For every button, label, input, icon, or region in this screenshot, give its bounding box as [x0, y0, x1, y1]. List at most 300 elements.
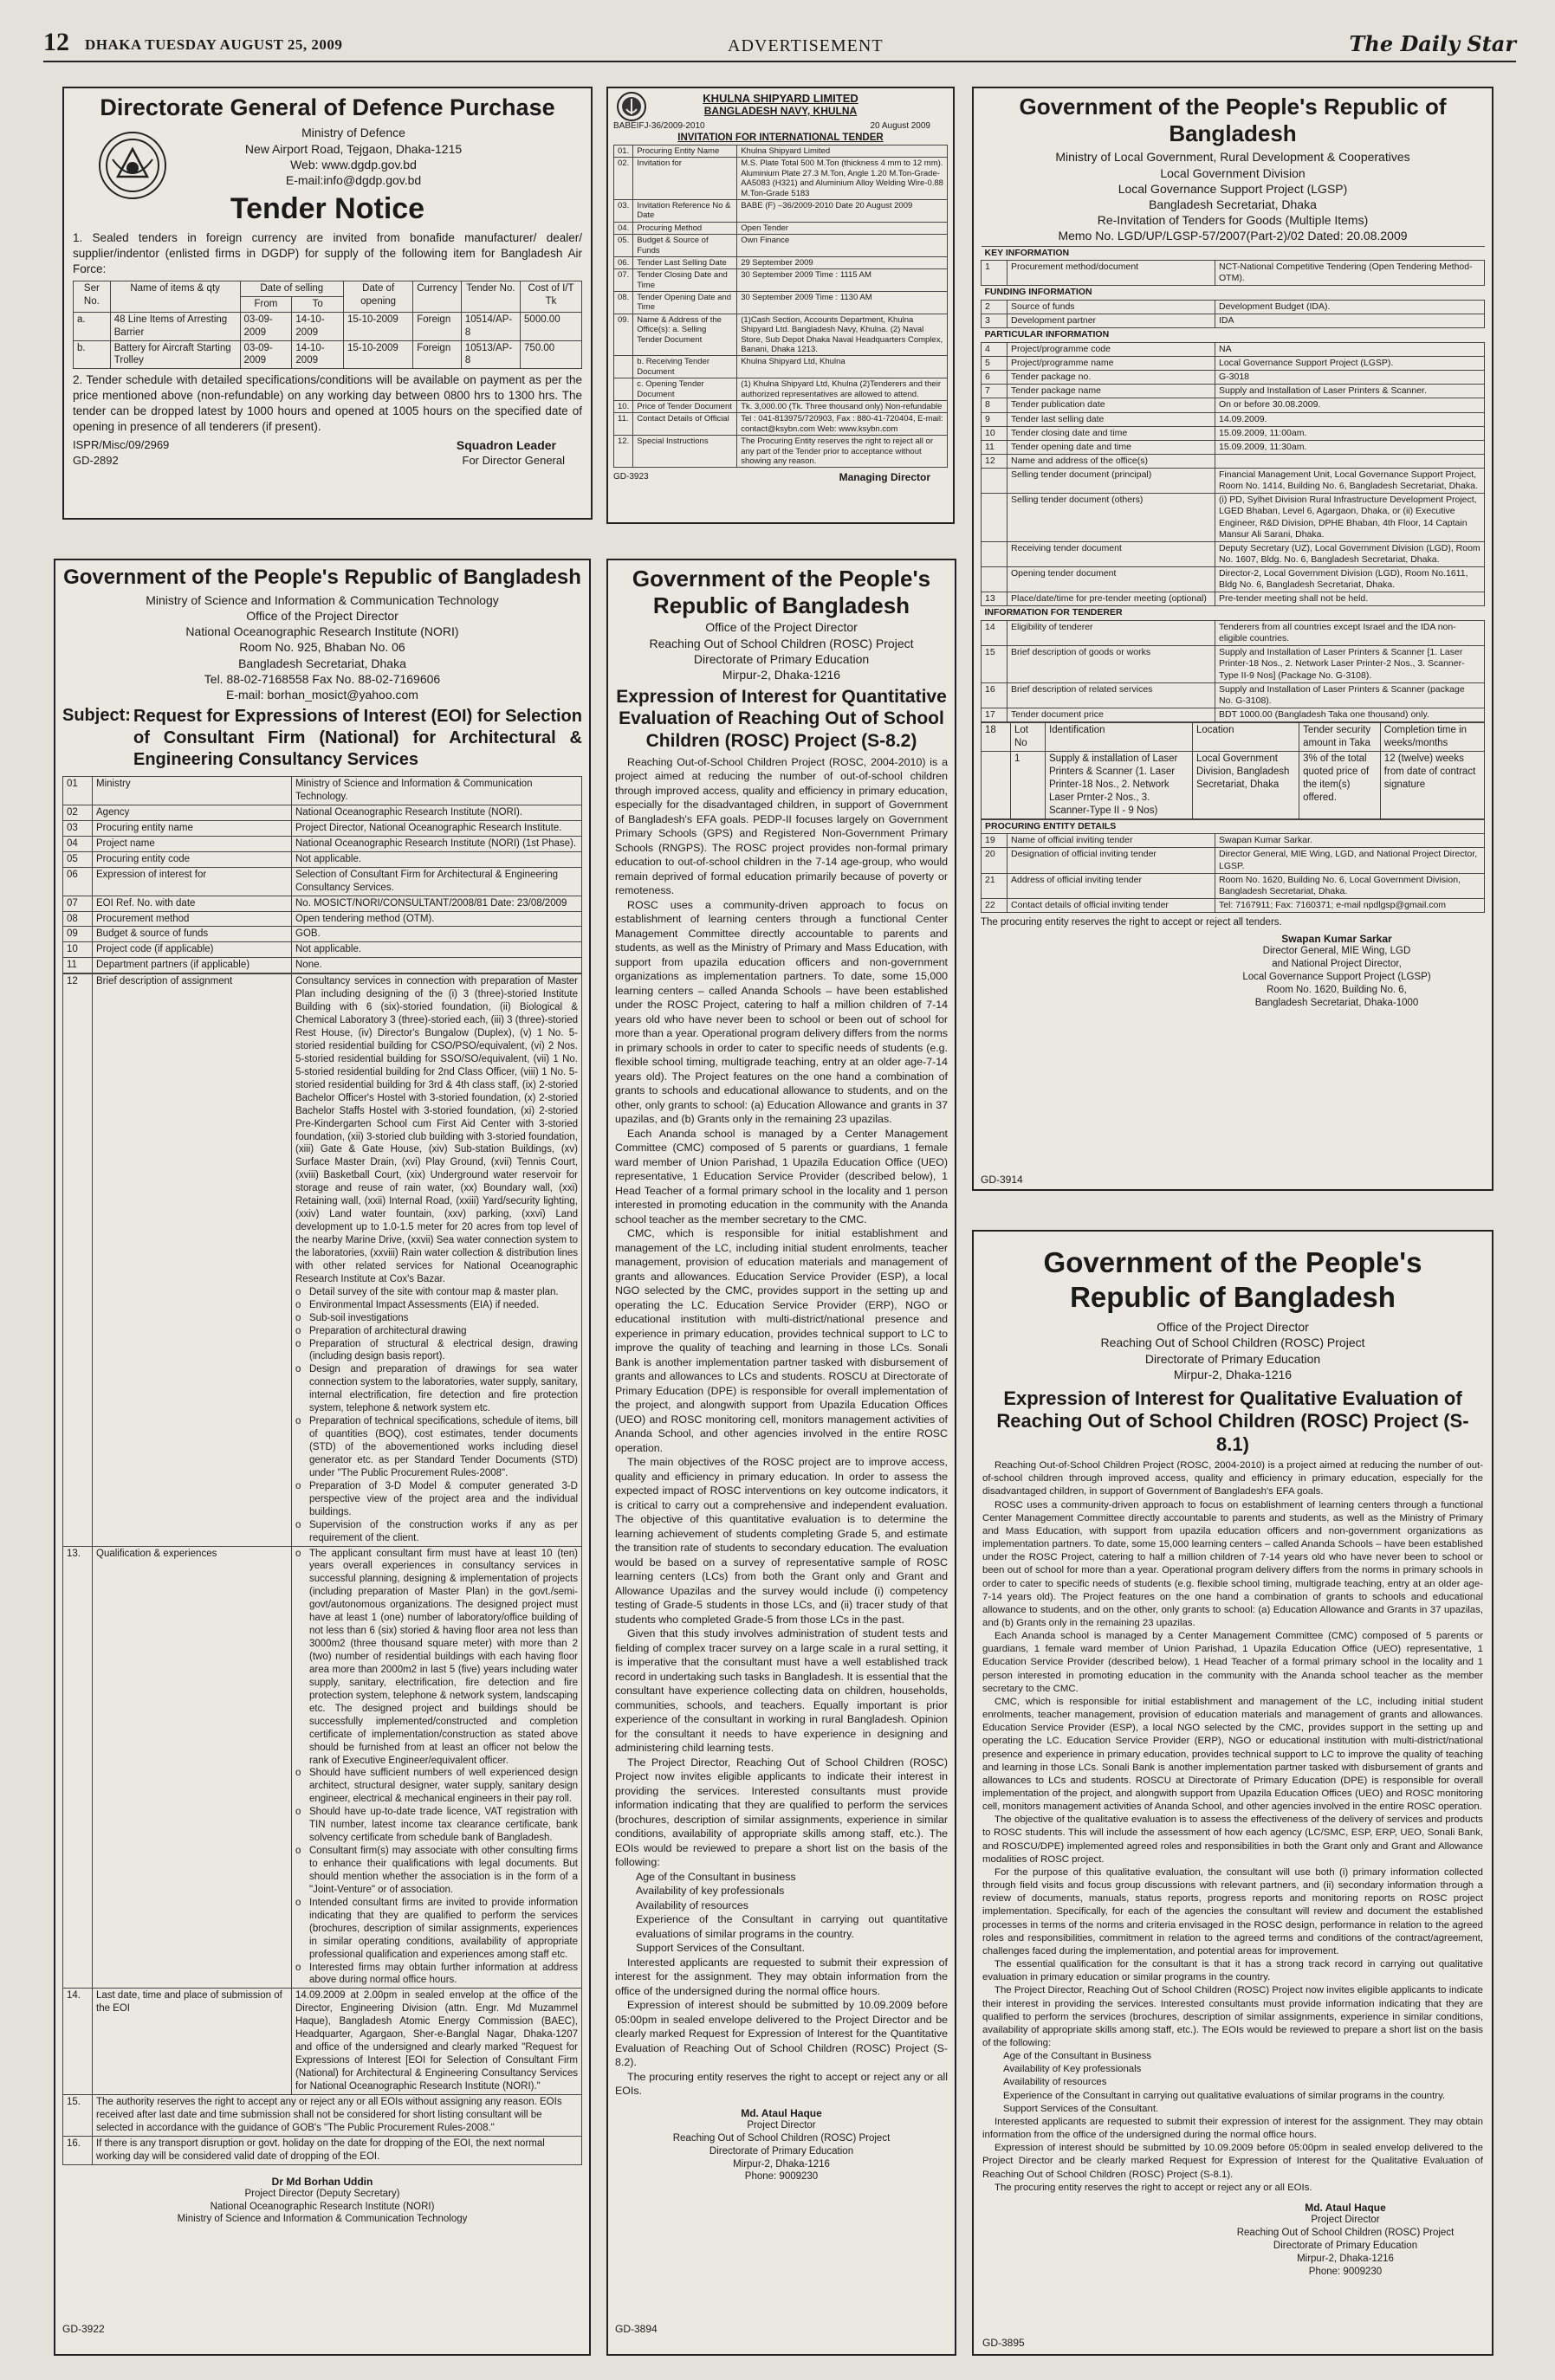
bullet-marker: o	[295, 1338, 301, 1349]
ad-code: GD-3894	[615, 2323, 658, 2335]
table-cell: Selling tender document (others)	[1008, 494, 1215, 542]
table-cell	[982, 469, 1008, 494]
table-cell: 05	[63, 851, 93, 867]
defence-emblem-icon	[99, 132, 166, 199]
table-cell: 02	[63, 805, 93, 820]
table-cell: 01.	[614, 146, 633, 158]
bullet-text: Detail survey of the site with contour map & master plan.	[309, 1286, 559, 1297]
bullet-item	[295, 1338, 578, 1364]
table-cell: None.	[292, 958, 582, 973]
table-cell: 11	[982, 440, 1008, 454]
table-cell: Eligibility of tenderer	[1008, 621, 1215, 646]
table-row: 14. Last date, time and place of submission of the EOI 14.09.2009 at 2.00pm in sealed envelop at the office of the Director, Engineering Division (attn. Engr. Md Muzammel Haque), Bangladesh Atomic Energy Commission (BAEC), Headquarter, Agargaon, Sher-e-Banglal Nagar, Dhaka-1207 and office of the undersigned and clearly marked "Request for Expressions of Interest [EOI for Selection of Consultant Firm (National) for Architectural & Engineering Consultancy Services for National Oceanographic Research Institute (NORI)."	[63, 1989, 582, 2095]
table-cell: 750.00	[521, 340, 582, 369]
table-cell: Local Governance Support Project (LGSP).	[1215, 357, 1485, 371]
table-cell: Supply and Installation of Laser Printers & Scanner [1. Laser Printer-18 Nos., 2. Network Laser Printer-2 Nos., 3. Scanner-Type II-9 Nos] (Package No. G-3108).	[1215, 646, 1485, 682]
table-row	[982, 469, 1485, 494]
section-heading: PARTICULAR INFORMATION	[982, 328, 1485, 343]
paragraph-1: 1. Sealed tenders in foreign currency are invited from bonafide manufacturer/ dealer/ supplier/indentor (enlisted firms in DGDP) for supply of the following item for Bangladesh Air Force:	[73, 230, 582, 275]
ad-lgsp-tender	[972, 87, 1493, 1191]
table-row	[614, 158, 948, 200]
table-row	[982, 646, 1485, 682]
col-header: Currency	[413, 281, 462, 312]
body-paragraph: Interested applicants are requested to submit their expression of interest for the assignment. They may obtain information from the office of the undersigned during the normal office hours.	[615, 1956, 948, 1997]
table-cell: 6	[982, 371, 1008, 385]
table-cell: Selling tender document (principal)	[1008, 469, 1215, 494]
table-cell: Special Instructions	[633, 436, 737, 468]
email-link[interactable]: E-mail:info@dgdp.gov.bd	[285, 172, 422, 187]
header-line: Office of the Project Director	[1157, 1320, 1309, 1335]
table-row	[982, 848, 1485, 873]
table-cell: Khulna Shipyard Ltd, Khulna	[737, 356, 948, 378]
bullet-text: Preparation of structural & electrical design, drawing (including design basis report).	[309, 1338, 578, 1362]
bullet-item	[295, 1299, 578, 1312]
table-cell: 3	[982, 314, 1008, 328]
table-cell: 22	[982, 898, 1008, 912]
table-cell: 15.09.2009, 11:00am.	[1215, 426, 1485, 440]
table-cell	[1215, 454, 1485, 468]
table-cell: EOI Ref. No. with date	[93, 896, 292, 911]
table-cell: Address of official inviting tender	[1008, 873, 1215, 898]
signer-line: Mirpur-2, Dhaka-1216	[1297, 2253, 1394, 2264]
table-cell: National Oceanographic Research Institute (NORI) (1st Phase).	[292, 836, 582, 851]
signer-line: Director General, MIE Wing, LGD	[1262, 945, 1411, 956]
table-row	[982, 751, 1485, 818]
table-cell: Tender Last Selling Date	[633, 256, 737, 268]
table-cell: 06.	[614, 256, 633, 268]
header-line: Re-Invitation of Tenders for Goods (Multiple Items)	[1097, 213, 1369, 228]
table-row: 12 Brief description of assignment Consultancy services in connection with preparation of Master Plan including designing of the (i) 3 (three)-storied Institute Building with 6 (six)-storied foundation, (ii) Biological & Chemical Laboratory 3 (three)-storied each, (iii) 3 (three)-storied Rest House, (iv) Director's Bungalow (Duplex), (v) 1 No. 5-storied residential building for CSO/PSO/equivalent, (vi) 2 Nos. 5-storied residential building for SSO/SO/equivalent, (vii) 1 No. 5-storied residential building for 2nd Class Officer, (viii) 1 No. 5-storied residential building for 3rd & 4th class staff, (ix) 2-storied Bachelor Officer's Hostel with 3-storied foundation, (x) 2-storied Bachelor Staffs Hostel with 3-storied foundation, (xi) 2-storied Pre-Kindergarten School cum First Aid Center with 3-storied foundation, (xii) 3-storied club building with 3-storied foundation, (xiii) Gate & Gate House, (xiv) Sub-station Buildings, (xv) Surface Master Drain, (xvi) Play Ground, (xvii) Tennis Court, (xviii) Basketball Court, (xix) Underground water reservoir for storage and reuse of rain water, (xx) Boundary wall, (xxi) Retaining wall, (xxii) Internal Road, (xxiii) Yard/security lighting, (xxiv) Land water fountain, (xxv) parking, (xxvi) Land development up to 1.0-1.5 meter for 20 acres from top level of the nearby Marine Drive, (xxvii) Sea water connection system to the laboratories, (xxviii) Rain water collection & distribution lines with other related services for National Oceanographic Research Institute at Cox's Bazar. o Detail survey of the site with contour map & master plan. o Environmental Impact Assessments (EIA) if needed. o Sub-soil investigations o Preparation of architectural drawing o Preparation of structural & electrical design, drawing (including design basis report). o Design and preparation of drawings for sea water connection system to the laboratories, water supply, sanitary, internal electrification, fire detection and fire protection system, telephone & network system etc. o Preparation of technical specifications, schedule of items, bill of quantities (BOQ), cost estimates, tender documents (STD) of the abovementioned works including diesel generator etc. as per Standard Tender Documents (STD) under "The Public Procurement Rules-2008". o Preparation of 3-D Model & computer generated 3-D perspective view of the project area and the individual buildings. o Supervision of the construction works if any as per requirement of the client.	[63, 974, 582, 1546]
table-row	[982, 412, 1485, 426]
table-cell: 14	[982, 621, 1008, 646]
table-cell: Budget & Source of Funds	[633, 235, 737, 257]
eoi-table-detail	[62, 973, 582, 2164]
bullet-item	[295, 1415, 578, 1480]
web-link[interactable]: Web: www.dgdp.gov.bd	[290, 157, 417, 171]
bullet-item	[295, 1286, 578, 1299]
table-cell: 01	[63, 777, 93, 805]
table-cell: 15-10-2009	[344, 340, 413, 369]
table-row	[63, 867, 582, 896]
eoi-table	[62, 776, 582, 973]
table-cell	[982, 541, 1008, 566]
header-line: Bangladesh Secretariat, Dhaka	[1149, 197, 1317, 211]
bullet-text: Consultant firm(s) may associate with other consulting firms to enhance their qualifications with legal documents. But should mention whether the association is in the form of a "Joint-Venture" or of association.	[309, 1846, 578, 1895]
table-row	[982, 541, 1485, 566]
table-cell: Khulna Shipyard Limited	[737, 146, 948, 158]
table-cell: IDA	[1215, 314, 1485, 328]
table-cell: Tender opening date and time	[1008, 440, 1215, 454]
body-paragraph: The Project Director, Reaching Out of School Children (ROSC) Project now invites eligible applicants to indicate their interest in providing the services. Interested consultants must provide information indicating that they are qualified to perform the services (brochures, description of similar assignments, experience in similar conditions, availability of appropriate skills among staff, etc.). The EOIs would be reviewed to prepare a short list on the basis of the following:	[615, 1756, 948, 1869]
paragraph-2: 2. Tender schedule with detailed specifications/conditions will be available on payment as per the price mentioned above (non-refundable) on any working day between 0800 hrs to 1300 hrs. The tender can be dropped latest by 1000 hours and opened at 1005 hours on the specified date of opening in presence of all tenderers (if present).	[73, 373, 582, 434]
signer-name: Md. Ataul Haque	[1305, 2201, 1386, 2214]
table-row	[614, 292, 948, 314]
assignment-bullets	[295, 1286, 578, 1545]
table-row	[982, 426, 1485, 440]
body-paragraph: CMC, which is responsible for initial establishment and management of the LC, including initial student enrolments, teacher management, provision of education materials and management of grants and allowances. Education Service Provider (ESP), a local NGO selected by the CMC, provides support in the setting up and operating the LC. Education Service Provider (ERP), NGO or educational institution with multi-district/national presence and experience in primary education, provides technical support to LC to improve the quality of teaching and learning in those LCs. Sonali Bank is another implementation partner tasked with disbursement of grants and allowances to LCs and students. ROSCU at Directorate of Primary Education (DPE) is responsible for overall implementation of the project, and alongwith support from Upazila Education Offices (UEO) and ROSC monitoring cell, monitors management activities of Ananda School, and other agencies involved in the entire ROSC operation.	[615, 1227, 948, 1454]
table-cell: 15	[982, 646, 1008, 682]
ad-nori-eoi	[54, 559, 591, 2356]
header-line: Room No. 925, Bhaban No. 06	[239, 640, 405, 655]
table-row	[63, 851, 582, 867]
signer-line: Ministry of Science and Information & Communication Technology	[177, 2214, 468, 2225]
section-heading: FUNDING INFORMATION	[982, 286, 1485, 301]
navy-emblem-icon	[617, 92, 646, 121]
signer-line: Bangladesh Secretariat, Dhaka-1000	[1254, 997, 1419, 1008]
table-row	[982, 682, 1485, 708]
table-cell: Procuring entity name	[93, 820, 292, 836]
bullet-text: Preparation of 3-D Model & computer generated 3-D perspective view of the project area and the individual buildings.	[309, 1480, 578, 1517]
address-line: New Airport Road, Tejgaon, Dhaka-1215	[244, 141, 463, 156]
table-cell: Project name	[93, 836, 292, 851]
table-cell: Supply and Installation of Laser Printers & Scanner.	[1215, 385, 1485, 398]
subject-label: Subject:	[62, 706, 131, 726]
table-cell: 12 (twelve) weeks from date of contract signature	[1380, 751, 1484, 818]
bullet-item	[295, 1548, 578, 1768]
ad-code: GD-3923	[613, 472, 649, 482]
body-paragraph: The procuring entity reserves the right to accept or reject any or all EOIs.	[615, 2070, 948, 2098]
table-row	[63, 896, 582, 911]
table-cell: Open tendering method (OTM).	[292, 911, 582, 927]
bullet-marker: o	[295, 1519, 301, 1530]
table-cell: Tender Closing Date and Time	[633, 269, 737, 292]
bullet-marker: o	[295, 1768, 301, 1779]
col-header: To	[292, 296, 344, 312]
table-cell: 03	[63, 820, 93, 836]
section-heading: INFORMATION FOR TENDERER	[982, 606, 1485, 621]
table-cell: Development partner	[1008, 314, 1215, 328]
table-row	[614, 356, 948, 378]
col-header: From	[240, 296, 292, 312]
ad-title: Government of the People's Republic of Bangladesh	[632, 566, 931, 619]
table-cell: 08	[63, 911, 93, 927]
ministry-line: Ministry of Defence	[301, 126, 405, 140]
table-cell: 1	[982, 261, 1008, 286]
bullet-item	[295, 1363, 578, 1415]
table-row	[982, 454, 1485, 468]
table-cell: 21	[982, 873, 1008, 898]
table-cell: Project/programme name	[1008, 357, 1215, 371]
table-row	[63, 958, 582, 973]
signer-line: Phone: 9009230	[744, 2171, 819, 2183]
table-cell: Project Director, National Oceanographic Research Institute.	[292, 820, 582, 836]
criteria-item: Support Services of the Consultant.	[1003, 2103, 1159, 2114]
table-row	[982, 898, 1485, 912]
ad-rosc-qualitative	[972, 1230, 1493, 2356]
table-cell: Financial Management Unit, Local Governance Support Project, Room No. 1414, Building No. 6, Bangladesh Secretariat, Dhaka.	[1215, 469, 1485, 494]
invitation-heading: INVITATION FOR INTERNATIONAL TENDER	[677, 133, 884, 143]
signer-line: Directorate of Primary Education	[709, 2145, 854, 2157]
table-cell: 17	[982, 708, 1008, 721]
table-row	[614, 400, 948, 412]
table-cell: Name & Address of the Office(s): a. Selling Tender Document	[633, 314, 737, 356]
table-cell: Foreign	[413, 340, 462, 369]
table-cell: Procuring Method	[633, 222, 737, 234]
body-paragraph: Reaching Out-of-School Children Project (ROSC, 2004-2010) is a project aimed at reducing the number of out-of-school children through improved access, quality and efficiency in primary education, especially for the disadvantaged children, in support of Government of Bangladesh's EFA goals.	[982, 1460, 1483, 1497]
body-paragraph: The Project Director, Reaching Out of School Children (ROSC) Project now invites eligible applicants to indicate their interest in providing the services. Interested consultants must provide information indicating that they are qualified to perform the services (brochures, description of similar assignments, experience in similar conditions, availability of appropriate skills among staff, etc.). The EOIs would be reviewed to prepare a short list on the basis of the following:	[982, 1985, 1483, 2048]
table-cell: 18	[982, 723, 1011, 752]
bullet-text: Design and preparation of drawings for sea water connection system to the laboratories, water supply, sanitary, internal electrification, fire detection and fire protection system, telephone & network system etc.	[309, 1364, 578, 1414]
table-cell: Lot No	[1011, 723, 1046, 752]
table-cell	[982, 494, 1008, 542]
table-cell: Project code (if applicable)	[93, 942, 292, 958]
header-line: Reaching Out of School Children (ROSC) Project	[1100, 1336, 1365, 1350]
table-cell: NCT-National Competitive Tendering (Open Tendering Method-OTM).	[1215, 261, 1485, 286]
criteria-item: Age of the Consultant in Business	[1003, 2051, 1151, 2062]
section-heading: KEY INFORMATION	[982, 246, 1485, 261]
table-cell: 30 September 2009 Time : 1130 AM	[737, 292, 948, 314]
signer-name: Md. Ataul Haque	[741, 2106, 822, 2119]
table-cell	[982, 567, 1008, 592]
table-cell: BABE (F) –36/2009-2010 Date 20 August 2009	[737, 199, 948, 222]
header-line: Tel. 88-02-7168558 Fax No. 88-02-7169606	[204, 671, 441, 686]
table-row	[614, 378, 948, 401]
table-cell: 15-10-2009	[344, 312, 413, 340]
signer-name: Swapan Kumar Sarkar	[1281, 932, 1392, 945]
table-row	[982, 261, 1485, 286]
table-cell: 3% of the total quoted price of the item(s) offered.	[1299, 751, 1381, 818]
bullet-marker: o	[295, 1286, 301, 1297]
signer-line: Phone: 9009230	[1308, 2266, 1383, 2277]
table-cell: Tel: 7167911; Fax: 7160371; e-mail npdlgsp@gmail.com	[1215, 898, 1485, 912]
table-cell: Brief description of related services	[1008, 682, 1215, 708]
table-cell: Place/date/time for pre-tender meeting (optional)	[1008, 592, 1215, 606]
section-title: ADVERTISEMENT	[728, 36, 884, 55]
table-cell: Tender closing date and time	[1008, 426, 1215, 440]
table-row	[614, 256, 948, 268]
table-cell: Tk. 3,000.00 (Tk. Three thousand only) Non-refundable	[737, 400, 948, 412]
bullet-text: Preparation of architectural drawing	[309, 1325, 467, 1336]
bullet-marker: o	[295, 1962, 301, 1973]
email-link[interactable]: E-mail: borhan_mosict@yahoo.com	[226, 687, 418, 702]
bullet-text: Preparation of technical specifications, schedule of items, bill of quantities (BOQ), cost estimates, tender documents (STD) of the abovementioned works including diesel generator etc. as per Standard Tender Documents (STD) under "The Public Procurement Rules-2008".	[309, 1416, 578, 1478]
table-cell: 08.	[614, 292, 633, 314]
bullet-item	[295, 1962, 578, 1988]
bullet-text: Sub-soil investigations	[309, 1312, 409, 1323]
ad-khulna-shipyard	[606, 87, 955, 524]
table-cell: Supply and Installation of Laser Printers & Scanner (package No. G-3108).	[1215, 682, 1485, 708]
ad-title: Government of the People's Republic of Bangladesh	[1019, 94, 1447, 147]
bullet-text: Interested firms may obtain further information at address above during normal office hours.	[309, 1962, 578, 1986]
table-cell: 05.	[614, 235, 633, 257]
table-cell: Tender Opening Date and Time	[633, 292, 737, 314]
table-cell: 19	[982, 834, 1008, 848]
bullet-item	[295, 1897, 578, 1962]
bullet-marker: o	[295, 1897, 301, 1908]
body-paragraph: CMC, which is responsible for initial establishment and management of the LC, including initial student enrolments, teacher management, provision of education materials and management of grants and allowances. Education Service Provider (ESP), a local NGO selected by the CMC, provides support in the setting up and operating the LC. Education Service Provider (ERP), NGO or educational institution with multi-district/national presence and experience in primary education, provides technical support to LC to improve the quality of teaching and learning in those LCs. Sonali Bank is another implementation partner tasked with disbursement of grants and allowances to LCs and students. ROSCU at Directorate of Primary Education (DPE) is responsible for overall implementation of the project, and alongwith support from Upazila Education Offices (UEO) and ROSC monitoring cell, monitors management activities of Ananda School, and other agencies involved in the entire ROSC operation.	[982, 1696, 1483, 1813]
table-cell: (i) PD, Sylhet Division Rural Infrastructure Development Project, LGED Bhaban, Level 6, Agargaon, Dhaka, or (ii) Executive Engineer, R&D Division, DPHE Bhaban, 4th Floor, 14 Captain Mansur Ali Sarani, Dhaka.	[1215, 494, 1485, 542]
date-line: DHAKA TUESDAY AUGUST 25, 2009	[85, 36, 343, 53]
table-cell: Budget & source of funds	[93, 927, 292, 942]
table-cell: NA	[1215, 342, 1485, 356]
table-row	[982, 301, 1485, 314]
table-cell: If there is any transport disruption or govt. holiday on the date for dropping of the EOI, the next normal working day will be considered valid date of dropping of the EOI.	[93, 2136, 582, 2164]
ad-code: GD-3895	[982, 2337, 1025, 2349]
criteria-list	[982, 2050, 1483, 2116]
table-cell: Identification	[1046, 723, 1193, 752]
table-cell: GOB.	[292, 927, 582, 942]
section-row	[982, 819, 1485, 834]
table-cell: G-3018	[1215, 371, 1485, 385]
table-cell: 07	[63, 896, 93, 911]
table-cell: Foreign	[413, 312, 462, 340]
criteria-list	[615, 1870, 948, 1956]
table-cell: 10	[982, 426, 1008, 440]
entity-table	[981, 819, 1485, 913]
eoi-heading: Expression of Interest for Quantitative Evaluation of Reaching Out of School Children (ROSC) Project (S-8.2)	[616, 687, 947, 751]
table-cell: Qualification & experiences	[93, 1546, 292, 1989]
body-paragraph: Reaching Out-of-School Children Project (ROSC, 2004-2010) is a project aimed at reducing the number of out-of-school children through improved access, quality and efficiency in primary education, especially for the disadvantaged children, in support of Government of Bangladesh's EFA goals. PEDP-II focuses largely on Government Primary Schools (GPS) and Registered Non-Government Primary Schools (RNGPS). The ROSC project provides non-formal primary education to out-of-school children in the 7-14 age-group, who would remain deprived of formal education primarily because of poverty or remoteness.	[615, 755, 948, 897]
table-row	[982, 494, 1485, 542]
table-cell: 4	[982, 342, 1008, 356]
bullet-marker: o	[295, 1312, 301, 1323]
table-cell: Receiving tender document	[1008, 541, 1215, 566]
signer-line: Reaching Out of School Children (ROSC) Project	[672, 2132, 891, 2144]
table-cell: Location	[1193, 723, 1299, 752]
section-row	[982, 606, 1485, 621]
table-cell: 04	[63, 836, 93, 851]
table-row	[982, 834, 1485, 848]
signer-rank: Squadron Leader	[456, 438, 556, 453]
table-row	[982, 357, 1485, 371]
table-cell: 14-10-2009	[292, 340, 344, 369]
ad-code: GD-3914	[981, 1174, 1023, 1186]
table-cell: Brief description of assignment	[93, 974, 292, 1546]
table-cell: c. Opening Tender Document	[633, 378, 737, 401]
signer-line: Reaching Out of School Children (ROSC) Project	[1236, 2227, 1455, 2238]
body-paragraph: The main objectives of the ROSC project are to improve access, quality and efficiency in primary education. In order to assess the expected impact of ROSC interventions on key outcome indicators, it is critical to carry out a comprehensive and independent evaluation. The objective of this quantitative evaluation is to determine the learning achievement of students completing Grade 5, and estimate the transition rate of students to secondary education. The evaluation would be based on a survey of representative sample of ROSC learning centers (LCs) from both the Grant only and Grant and Allowance Upazilas and the survey would include (i) competency testing of Grade-5 students in those LCs, and (ii) tracer study of that students who completed Grade-5 from those LCs in the past.	[615, 1456, 948, 1626]
bullet-marker: o	[295, 1325, 301, 1336]
body-paragraph: Each Ananda school is managed by a Center Management Committee (CMC) composed of 5 parents or guardians, 1 female ward member of Union Parishad, 1 Upazila Education Office (UEO) representative, 1 Education Service Provider (described below), 1 Head Teacher of a formal primary school in the locality and 1 person interested in promoting education in the community with the Ananda school teacher as the member secretary to the CMC.	[982, 1631, 1483, 1694]
signer-line: Project Director	[1311, 2214, 1380, 2225]
table-row	[982, 567, 1485, 592]
body-paragraph: The essential qualification for the consultant is that it has a strong track record in carrying out qualitative evaluation in primary education or similar programs in the country.	[982, 1959, 1483, 1983]
criteria-item: Availability of Key professionals	[1003, 2064, 1142, 2075]
header-line: Mirpur-2, Dhaka-1216	[1173, 1367, 1293, 1381]
table-row	[614, 199, 948, 222]
table-row	[982, 621, 1485, 646]
table-cell: Name of official inviting tender	[1008, 834, 1215, 848]
table-cell: a.	[74, 312, 111, 340]
criteria-item: Support Services of the Consultant.	[636, 1942, 805, 1955]
section-row	[982, 328, 1485, 343]
table-row	[74, 312, 582, 340]
table-cell: 09	[63, 927, 93, 942]
header-line: Reaching Out of School Children (ROSC) Project	[649, 636, 914, 650]
col-header: Ser No.	[74, 281, 111, 312]
table-cell: National Oceanographic Research Institute (NORI).	[292, 805, 582, 820]
body-paragraph: Given that this study involves administration of student tests and fielding of complex tracer survey on a large scale in a rural setting, it is imperative that the consultant must have a well established track record in undertaking such tasks in Bangladesh. It is essential that the consultant have experience collecting data on children, households, communities, schools, and teachers. Equally important is prior experience of the consultant in working in rural Bangladesh. Opinion for the consultant it needs to have experience in designing and administering child learning tests.	[615, 1627, 948, 1755]
table-row	[614, 413, 948, 436]
table-cell	[614, 356, 633, 378]
table-cell: Tender package name	[1008, 385, 1215, 398]
table-cell: Procuring Entity Name	[633, 146, 737, 158]
table-cell: (1) Khulna Shipyard Ltd, Khulna (2)Tenderers and their authorized representatives are allowed to attend.	[737, 378, 948, 401]
body-paragraph: Expression of interest should be submitted by 10.09.2009 before 05:00pm in sealed envelope delivered to the Project Director and be clearly marked Request for Expression of Interest for the Quantitative Evaluation of Reaching Out of School Children (ROSC) Project (S-8.2).	[615, 1999, 948, 2069]
table-cell: Tel : 041-813975/720903, Fax : 880-41-720404, E-mail: contact@ksybn.com Web: www.ksybn.com	[737, 413, 948, 436]
body-text	[615, 755, 948, 2099]
assignment-description: Consultancy services in connection with preparation of Master Plan including designing of the (i) 3 (three)-storied Institute Building with 6 (six)-storied foundation, (ii) Biological & Chemical Laboratory 3 (three)-storied each, (iii) 3 (three)-storied Rest House, (iv) Director's Bungalow (Duplex), (v) 1 No. 5-storied residential building for CSO/PSO/equivalent, (vi) 2 Nos. 5-storied residential building for SSO/SO/equivalent, (vii) 1 No. 5-storied residential building for 2nd Class Officer, (viii) 1 No. 5-storied residential building for 3rd & 4th class staff, (ix) 2-storied Bachelor Officer's Hostel with 3-storied foundation, (x) 2-storied Bachelor Staffs Hostel with 3-storied foundation, (xi) 2-storied Pre-Kindergarten School cum First Aid Center with 3-storied foundation, (xii) 3-storied club building with 3-storied foundation, (xiii) Gate & Gate House, (xiv) Sub-station Buildings, (xv) Surface Master Drain, (xvi) Play Ground, (xvii) Tennis Court, (xviii) Basketball Court, (xix) Underground water reservoir for storage and reuse of rain water, (xx) Boundary wall, (xxi) Retaining wall, (xxii) Internal Road, (xxiii) Yard/security lighting, (xxiv) Land water fountain, (xxv) parking, (xxvi) Land development up to 1.0-1.5 meter for 20 acres from top level of the nearby Marine Drive, (xxvii) Sea water connection system to the laboratories, (xxviii) Rain water collection & distribution lines with other related services for National Oceanographic Research Institute at Cox's Bazar.	[295, 976, 578, 1284]
table-cell: (1)Cash Section, Accounts Department, Khulna Shipyard Ltd. Bangladesh Navy, Khulna. (2) Naval Store, Sub Depot Dhaka Naval Headquarters Complex, Banani, Dhaka 1213.	[737, 314, 948, 356]
header-line: Ministry of Science and Information & Communication Technology	[146, 592, 499, 607]
table-cell: 03-09-2009	[240, 312, 292, 340]
signer-title: Managing Director	[839, 471, 930, 484]
table-cell: On or before 30.08.2009.	[1215, 398, 1485, 412]
table-cell: Project/programme code	[1008, 342, 1215, 356]
header-line: Directorate of Primary Education	[1144, 1351, 1321, 1366]
ad-subtitle: BANGLADESH NAVY, KHULNA	[703, 105, 858, 117]
signer-line: and National Project Director,	[1272, 958, 1402, 969]
section-row	[982, 246, 1485, 261]
bullet-item	[295, 1767, 578, 1806]
ad-code: GD-3922	[62, 2323, 105, 2335]
memo-line: Memo No. LGD/UP/LGSP-57/2007(Part-2)/02 Dated: 20.08.2009	[1058, 229, 1408, 243]
table-cell: Supply & installation of Laser Printers & Scanner (1. Laser Printer-18 Nos., 2. Network Laser Prnter-2 Nos., 3. Scanner-Type II - 9 Nos)	[1046, 751, 1193, 818]
bullet-item	[295, 1845, 578, 1897]
signer-line: Local Governance Support Project (LGSP)	[1242, 971, 1431, 982]
bullet-item	[295, 1806, 578, 1845]
ispr-reference: ISPR/Misc/09/2969	[73, 438, 170, 452]
table-row	[982, 723, 1485, 752]
table-cell: 5	[982, 357, 1008, 371]
table-cell: b.	[74, 340, 111, 369]
header-line: Local Government Division	[1160, 165, 1306, 180]
table-cell: Open Tender	[737, 222, 948, 234]
bullet-text: Should have up-to-date trade licence, VAT registration with TIN number, latest income tax clearance certificate, bank solvency certificate from schedule bank of Bangladesh.	[309, 1807, 578, 1844]
section-heading: PROCURING ENTITY DETAILS	[982, 819, 1485, 834]
table-cell: 02.	[614, 158, 633, 200]
body-paragraph: The objective of the qualitative evaluation is to assess the effectiveness of the delivery of services and products to ROSC students. This will include the assessment of how each agency (LC/SMC, ESP, ERP, UEO, Sonali Bank, and ROSCU/DPE) implemented agreed roles and responsibilities in both the Grant only and Grant and Allowance modalities of ROSC project.	[982, 1814, 1483, 1865]
table-cell: 15.09.2009, 11:30am.	[1215, 440, 1485, 454]
table-cell: Contact Details of Official	[633, 413, 737, 436]
bullet-item	[295, 1519, 578, 1545]
tender-info-table	[981, 246, 1485, 723]
tender-items-table	[73, 281, 582, 370]
table-row	[982, 708, 1485, 721]
criteria-item: Availability of resources	[636, 1898, 748, 1911]
criteria-item: Availability of resources	[1003, 2077, 1107, 2088]
body-paragraph: ROSC uses a community-driven approach to focus on establishment of learning centers through a functional Center Management Committee directly accountable to parents and students, as well as the Ministry of Primary and Mass Education, with support from upazila education officers and non-government organizations as implementation partners. To date, some 15,000 learning centers – called Ananda Schools – have been established under the ROSC Project, catering to half a million children of 7-14 years old who have never been to school or been out of school for more than a year. Operational program delivery differs from the norms in primary schools in order to cater to specific needs of students (e.g. flexible school timing, multigrade teaching, entry at an older age-7-14 years old). The Project features on the one hand a combination of grants to schools and educational allowance to students, and on the other, only grants to school: (a) Education Allowance and grants in 37 upazilas, and (b) Grants only in the remaining 23 upazilas.	[615, 898, 948, 1126]
table-cell: The authority reserves the right to accept any or reject any or all EOIs without assigning any reason. EOIs received after last date and time submission shall not be considered for short listing consultant will be selected in accordance with the guidance of GOB's "The Public Procurement Rules-2008."	[93, 2094, 582, 2136]
table-cell: 12.	[614, 436, 633, 468]
table-cell: Development Budget (IDA).	[1215, 301, 1485, 314]
table-cell: Invitation Reference No & Date	[633, 199, 737, 222]
table-cell: Ministry	[93, 777, 292, 805]
notice-date: 20 August 2009	[870, 121, 930, 131]
table-cell: 9	[982, 412, 1008, 426]
signer-line: National Oceanographic Research Institute (NORI)	[210, 2201, 435, 2212]
table-cell: Battery for Aircraft Starting Trolley	[110, 340, 240, 369]
table-cell: 10	[63, 942, 93, 958]
table-row: 15. The authority reserves the right to accept any or reject any or all EOIs without assigning any reason. EOIs received after last date and time submission shall not be considered for short listing consultant will be selected in accordance with the guidance of GOB's "The Public Procurement Rules-2008."	[63, 2094, 582, 2136]
table-cell: Tender publication date	[1008, 398, 1215, 412]
table-row: 13. Qualification & experiences o The applicant consultant firm must have at least 10 (ten) years overall experiences in consultancy services in successful planning, designing & implementation of projects (including preparation of Master Plan) in the govt./semi-govt/autonomous organizations. The designed project must have at least 1 (one) number of laboratory/office building of not less than 6 (six) storied & having floor area not less than 3000m2 (three thousand square meter) with more than 2 (two) number of residential buildings with each having floor area more than 2000m2 in last 5 (five) years including water supply, sanitary, electrification, fire detection and fire protection system, telephone & network system, landscaping etc. The designed project and buildings should be successfully implemented/constructed and completion certificate of implementation/construction as stated above should be furnished from at least an officer not below the rank of Executive Engineer/equivalent officer. o Should have sufficient numbers of well experienced design architect, structural designer, water supply, sanitary design engineer, electrical & mechanical engineers in their pay roll. o Should have up-to-date trade licence, VAT registration with TIN number, latest income tax clearance certificate, bank solvency certificate from schedule bank of Bangladesh. o Consultant firm(s) may associate with other consulting firms to enhance their qualifications with legal documents. But should mention whether the association is in the form of a "Joint-Venture" or of association. o Intended consultant firms are invited to provide information indicating that they are qualified to perform the services (brochures, description of similar assignments, experiences in similar operating conditions, availability of appropriate professional qualification and experiences among staff etc. o Interested firms may obtain further information at address above during normal office hours.	[63, 1546, 582, 1989]
table-cell: Pre-tender meeting shall not be held.	[1215, 592, 1485, 606]
table-row	[614, 269, 948, 292]
criteria-item: Experience of the Consultant in carrying out qualitative evaluations of similar programs in the country.	[1003, 2090, 1446, 2101]
ad-code: GD-2892	[73, 454, 119, 468]
table-cell: 14.09.2009 at 2.00pm in sealed envelop at the office of the Director, Engineering Division (attn. Engr. Md Muzammel Haque), Bangladesh Atomic Energy Commission (BAEC), Headquarter, Agargaon, Sher-e-Banglal Nagar, Dhaka-1207 and office of the undersigned and clearly marked "Request for Expressions of Interest [EOI for Selection of Consultant Firm (National) for Architectural & Engineering Consultancy Services for National Oceanographic Research Institute (NORI)."	[292, 1989, 582, 2095]
table-row	[982, 385, 1485, 398]
signer-line: Project Director	[747, 2119, 816, 2131]
table-cell: 16	[982, 682, 1008, 708]
table-cell: Procurement method/document	[1008, 261, 1215, 286]
table-cell: Tender document price	[1008, 708, 1215, 721]
table-cell: Last date, time and place of submission of the EOI	[93, 1989, 292, 2095]
header-line: Office of the Project Director	[246, 608, 398, 623]
table-cell: Tenderers from all countries except Israel and the IDA non-eligible countries.	[1215, 621, 1485, 646]
table-cell: Not applicable.	[292, 851, 582, 867]
